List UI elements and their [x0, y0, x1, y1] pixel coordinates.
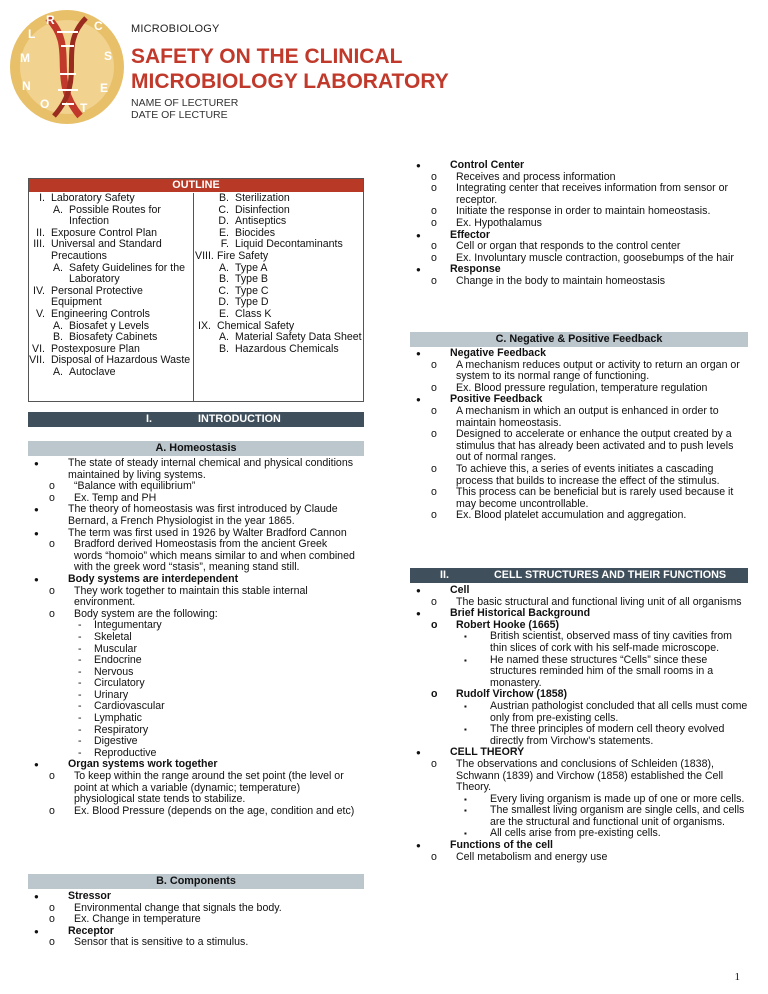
outline-item-number: D. [218, 296, 229, 309]
list-item: o This process can be beneficial but is rarely used because it may become uncontrollable. [410, 487, 748, 510]
outline-item-label: Chemical Safety [217, 319, 295, 332]
list-item: o Ex. Change in temperature [28, 914, 356, 926]
section-title: INTRODUCTION [198, 413, 281, 425]
outline-item-label: Sterilization [235, 192, 290, 204]
list-item: ● CELL THEORY [410, 747, 748, 759]
svg-text:L: L [28, 27, 36, 41]
list-item: ● Control Center [410, 160, 748, 172]
list-item: ● Stressor [28, 891, 356, 903]
list-item: - Integumentary [28, 620, 356, 632]
list-item: ● Functions of the cell [410, 840, 748, 852]
list-item: - Nervous [28, 667, 356, 679]
feedback-content [410, 348, 748, 522]
svg-text:E: E [100, 81, 109, 95]
outline-item-number: E. [218, 226, 229, 239]
subsection-title: B. Components [156, 875, 236, 887]
list-item: o Ex. Blood pressure regulation, temperature regulation [410, 383, 748, 395]
outline-item-label: Disposal of Hazardous Waste [51, 354, 191, 367]
outline-item-number: A. [52, 261, 63, 274]
list-item: ● Receptor [28, 926, 356, 938]
subject-label: MICROBIOLOGY [131, 23, 220, 35]
lecture-date: DATE OF LECTURE [131, 109, 228, 121]
list-item: ● Positive Feedback [410, 394, 748, 406]
svg-text:S: S [104, 49, 113, 63]
list-item: ● Cell [410, 585, 748, 597]
list-item: o The basic structural and functional living unit of all organisms [410, 597, 748, 609]
title-line-1: SAFETY ON THE CLINICAL [131, 45, 403, 68]
list-item: - Digestive [28, 736, 356, 748]
outline-item-number: B. [218, 273, 229, 286]
outline-item [29, 205, 193, 228]
list-item: o Designed to accelerate or enhance the output created by a stimulus that has already been activated and to push levels out of normal ranges. [410, 429, 748, 464]
cell-structures-content [410, 585, 748, 863]
outline-item-label: Type D [235, 296, 269, 309]
list-item: o Receives and process information [410, 172, 748, 184]
subsection-homeostasis-header [28, 441, 364, 456]
list-item: o To achieve this, a series of events initiates a cascading process that builds to increase the effect of the stimulus. [410, 464, 748, 487]
list-item: - Lymphatic [28, 713, 356, 725]
list-item: ● The state of steady internal chemical and physical conditions maintained by living systems. [28, 458, 356, 481]
outline-item-label: Engineering Controls [51, 307, 150, 320]
outline-item-label: Biocides [235, 226, 276, 239]
outline-item-number: IX. [198, 319, 211, 332]
outline-item-number: I. [39, 192, 45, 204]
outline-item-label: Type C [235, 284, 269, 297]
outline-item [29, 193, 193, 205]
outline-item-number: D. [218, 215, 229, 228]
list-item: - Circulatory [28, 678, 356, 690]
outline-item-label: Autoclave [69, 365, 116, 378]
list-item: ● Organ systems work together [28, 759, 356, 771]
outline-item-number: III. [33, 238, 45, 251]
outline-item-number: VII. [29, 354, 45, 367]
outline-item [29, 286, 193, 309]
outline-item-label: Biosafet y Levels [69, 319, 150, 332]
outline-item-number: B. [218, 192, 229, 204]
list-item: o “Balance with equilibrium” [28, 481, 356, 493]
outline-item [29, 332, 193, 344]
list-item: ▪ The smallest living organism are single cells, and cells are the structural and functional unit of organisms. [410, 805, 748, 828]
outline-item-label: Class K [235, 307, 272, 320]
list-item: o Cell or organ that responds to the control center [410, 241, 748, 253]
outline-item-label: Type B [235, 273, 268, 286]
section-number: I. [146, 413, 152, 425]
svg-text:N: N [22, 79, 31, 93]
list-item: o A mechanism in which an output is enhanced in order to maintain homeostasis. [410, 406, 748, 429]
outline-item [29, 263, 193, 286]
outline-item-label: Exposure Control Plan [51, 226, 157, 239]
page-number: 1 [734, 971, 740, 984]
list-item: ● Response [410, 264, 748, 276]
outline-item-number: A. [52, 365, 63, 378]
outline-item-number: C. [218, 203, 229, 216]
list-item: ● Effector [410, 230, 748, 242]
list-item: o The observations and conclusions of Schleiden (1838), Schwann (1839) and Virchow (1858) established the Cell Theory. [410, 759, 748, 794]
outline-box [28, 178, 364, 402]
lecturer-name: NAME OF LECTURER [131, 97, 239, 109]
outline-item [195, 332, 363, 344]
outline-item-label: Personal Protective Equipment [51, 284, 143, 309]
list-item: o They work together to maintain this stable internal environment. [28, 586, 356, 609]
outline-item-number: B. [52, 331, 63, 344]
list-item: ▪ Every living organism is made up of one or more cells. [410, 794, 748, 806]
subsection-feedback-header [410, 332, 748, 347]
list-item: o Environmental change that signals the body. [28, 903, 356, 915]
list-item: o Initiate the response in order to maintain homeostasis. [410, 206, 748, 218]
outline-item-label: Material Safety Data Sheet [235, 331, 362, 344]
components-continued [410, 160, 748, 288]
homeostasis-content [28, 458, 356, 817]
list-item: ● Body systems are interdependent [28, 574, 356, 586]
svg-text:M: M [20, 51, 30, 65]
outline-item-number: VI. [32, 342, 45, 355]
outline-item-number: F. [220, 238, 229, 251]
outline-item-number: II. [36, 226, 45, 239]
list-item: - Cardiovascular [28, 701, 356, 713]
outline-item-number: A. [218, 331, 229, 344]
outline-item-label: Fire Safety [217, 249, 269, 262]
outline-item [195, 344, 363, 356]
section-number: II. [440, 569, 449, 581]
list-item: o Bradford derived Homeostasis from the ancient Greek words “homoio” which means similar to and when combined with the greek word “stasis”, meaning stand still. [28, 539, 356, 574]
outline-item-number: A. [218, 261, 229, 274]
outline-item-label: Postexposure Plan [51, 342, 140, 355]
outline-item-label: Liquid Decontaminants [235, 238, 343, 251]
document-title [131, 44, 449, 94]
list-item: o Cell metabolism and energy use [410, 852, 748, 864]
list-item: o Rudolf Virchow (1858) [410, 689, 748, 701]
outline-item-number: V. [35, 307, 45, 320]
outline-left-column [29, 193, 194, 401]
outline-item-number: E. [218, 307, 229, 320]
list-item: o To keep within the range around the set point (the level or point at which a variable (dynamic; temperature) physiological state tends to stabilize. [28, 771, 356, 806]
outline-item [195, 251, 363, 263]
list-item: ▪ He named these structures “Cells” since these structures reminded him of the small rooms in a monastery. [410, 655, 748, 690]
section-title: CELL STRUCTURES AND THEIR FUNCTIONS [494, 569, 727, 581]
subsection-title: A. Homeostasis [155, 442, 237, 454]
svg-text:R: R [46, 13, 55, 27]
list-item: - Endocrine [28, 655, 356, 667]
outline-item-label: Disinfection [235, 203, 290, 216]
outline-item [29, 239, 193, 262]
list-item: o Change in the body to maintain homeostasis [410, 276, 748, 288]
svg-text:T: T [80, 101, 88, 115]
list-item: ● Brief Historical Background [410, 608, 748, 620]
list-item: o Sensor that is sensitive to a stimulus. [28, 937, 356, 949]
outline-heading: OUTLINE [29, 179, 363, 192]
list-item: - Urinary [28, 690, 356, 702]
subsection-title: C. Negative & Positive Feedback [495, 333, 663, 345]
outline-item-number: C. [218, 284, 229, 297]
outline-item-number: VIII. [195, 249, 214, 262]
outline-item [195, 193, 363, 205]
components-content [28, 891, 356, 949]
section-cell-structures-header [410, 568, 748, 583]
outline-item-label: Laboratory Safety [51, 192, 135, 204]
outline-item [29, 309, 193, 321]
list-item: o Integrating center that receives information from sensor or receptor. [410, 183, 748, 206]
list-item: o Ex. Involuntary muscle contraction, goosebumps of the hair [410, 253, 748, 265]
list-item: o Ex. Blood platelet accumulation and aggregation. [410, 510, 748, 522]
list-item: o Ex. Blood Pressure (depends on the age, condition and etc) [28, 806, 356, 818]
title-line-2: MICROBIOLOGY LABORATORY [131, 70, 449, 93]
list-item: ● The theory of homeostasis was first introduced by Claude Bernard, a French Physiologist in the year 1865. [28, 504, 356, 527]
svg-text:O: O [40, 97, 50, 111]
list-item: ▪ All cells arise from pre-existing cells. [410, 828, 748, 840]
list-item: ● Negative Feedback [410, 348, 748, 360]
outline-item-number: A. [52, 319, 63, 332]
outline-item-label: Type A [235, 261, 268, 274]
section-introduction-header [28, 412, 364, 427]
outline-item-label: Antiseptics [235, 215, 287, 228]
list-item: - Respiratory [28, 725, 356, 737]
list-item: ▪ The three principles of modern cell theory evolved directly from Virchow’s statements. [410, 724, 748, 747]
list-item: ● The term was first used in 1926 by Walter Bradford Cannon [28, 528, 356, 540]
outline-item-label: Hazardous Chemicals [235, 342, 339, 355]
list-item: - Muscular [28, 644, 356, 656]
outline-item-number: A. [52, 203, 63, 216]
subsection-components-header [28, 874, 364, 889]
outline-item [195, 274, 363, 286]
lecture-meta [131, 97, 238, 121]
outline-right-column [195, 193, 363, 401]
list-item: o Robert Hooke (1665) [410, 620, 748, 632]
outline-item-label: Universal and Standard Precautions [51, 238, 162, 262]
outline-item [29, 367, 193, 379]
list-item: ▪ British scientist, observed mass of tiny cavities from thin slices of cork with his self-made microscope. [410, 631, 748, 654]
list-item: o Body system are the following: [28, 609, 356, 621]
list-item: o Ex. Temp and PH [28, 493, 356, 505]
svg-text:C: C [94, 19, 103, 33]
list-item: o Ex. Hypothalamus [410, 218, 748, 230]
outline-item-number: IV. [33, 284, 45, 297]
outline-item-label: Biosafety Cabinets [69, 331, 158, 344]
list-item: o A mechanism reduces output or activity to return an organ or system to its normal range of functioning. [410, 360, 748, 383]
list-item: ▪ Austrian pathologist concluded that all cells must come only from pre-existing cells. [410, 701, 748, 724]
outline-item-label: Possible Routes for Infection [69, 203, 161, 228]
list-item: - Skeletal [28, 632, 356, 644]
outline-item-number: B. [218, 342, 229, 355]
list-item: - Reproductive [28, 748, 356, 760]
outline-item [195, 309, 363, 321]
outline-item-label: Safety Guidelines for the Laboratory [69, 261, 186, 286]
mlrc-notes-logo [8, 8, 126, 126]
